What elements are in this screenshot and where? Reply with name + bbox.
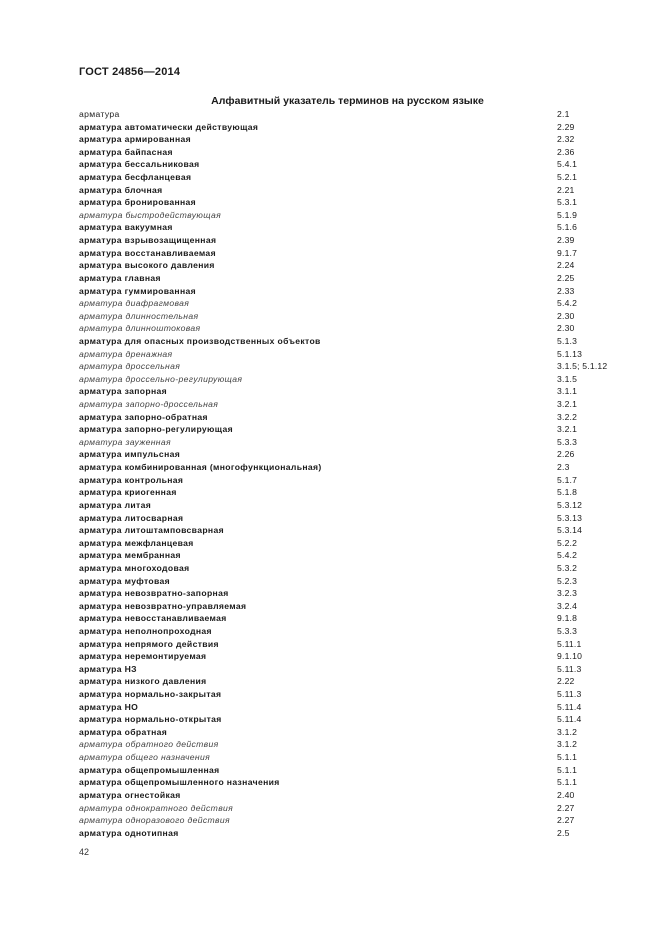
index-entry — [79, 612, 639, 625]
index-entry — [79, 562, 639, 575]
index-entry — [79, 234, 639, 247]
index-reference: 5.1.7 — [557, 474, 578, 485]
index-term: арматура дренажная — [79, 348, 173, 359]
index-term: арматура однотипная — [79, 827, 179, 838]
index-term: арматура быстродействующая — [79, 209, 222, 220]
index-entry — [79, 108, 639, 121]
index-term: арматура комбинированная (многофункциональная) — [79, 462, 322, 473]
index-reference: 5.3.12 — [557, 499, 583, 510]
index-entry — [79, 209, 639, 222]
index-term: арматура литоштамповсварная — [79, 525, 224, 536]
index-term: арматура муфтовая — [79, 575, 171, 586]
index-reference: 2.29 — [557, 121, 575, 132]
index-term: арматура армированная — [79, 134, 191, 145]
index-term: арматура восстанавливаемая — [79, 247, 216, 258]
index-reference: 2.36 — [557, 146, 575, 157]
index-reference: 5.3.3 — [557, 436, 578, 447]
index-term: арматура огнестойкая — [79, 789, 181, 800]
index-entry — [79, 675, 639, 688]
index-term: арматура одноразового действия — [79, 815, 230, 826]
index-term: арматура литая — [79, 499, 152, 510]
index-reference: 3.1.2 — [557, 726, 578, 737]
index-entry — [79, 486, 639, 499]
index-reference: 3.2.1 — [557, 399, 578, 410]
index-entry — [79, 436, 639, 449]
index-reference: 3.2.2 — [557, 411, 578, 422]
index-reference: 5.1.6 — [557, 222, 578, 233]
index-entry — [79, 625, 639, 638]
index-term: арматура невозвратно-запорная — [79, 588, 229, 599]
index-entry — [79, 272, 639, 285]
index-term: арматура бессальниковая — [79, 159, 200, 170]
index-reference: 2.1 — [557, 109, 570, 119]
index-entry — [79, 738, 639, 751]
index-reference: 5.2.3 — [557, 575, 578, 586]
index-reference: 5.2.2 — [557, 537, 578, 548]
index-entry — [79, 802, 639, 815]
index-term: арматура межфланцевая — [79, 537, 194, 548]
index-reference: 5.1.3 — [557, 335, 578, 346]
index-term: арматура запорно-регулирующая — [79, 424, 233, 435]
index-entry — [79, 158, 639, 171]
index-entry — [79, 827, 639, 840]
index-reference: 2.27 — [557, 815, 575, 826]
index-entry — [79, 650, 639, 663]
index-reference: 5.1.1 — [557, 752, 578, 763]
index-entry — [79, 373, 639, 386]
index-reference: 3.2.1 — [557, 424, 578, 435]
index-reference: 3.1.5; 5.1.12 — [557, 361, 608, 372]
index-reference: 9.1.8 — [557, 613, 578, 624]
index-reference: 3.1.2 — [557, 739, 578, 750]
index-entry — [79, 524, 639, 537]
index-term: арматура низкого давления — [79, 676, 207, 687]
index-entry — [79, 713, 639, 726]
index-reference: 2.26 — [557, 449, 575, 460]
index-reference: 5.3.13 — [557, 512, 583, 523]
index-term: арматура дроссельная — [79, 361, 181, 372]
index-entry — [79, 322, 639, 335]
index-reference: 3.2.3 — [557, 588, 578, 599]
index-reference: 2.30 — [557, 323, 575, 334]
page-number: 42 — [79, 847, 90, 857]
index-term: арматура блочная — [79, 184, 163, 195]
index-reference: 2.3 — [557, 462, 570, 473]
index-term: арматура гуммированная — [79, 285, 197, 296]
index-reference: 5.1.9 — [557, 209, 578, 220]
index-term: арматура запорно-дроссельная — [79, 399, 219, 410]
index-entry — [79, 335, 639, 348]
index-title: Алфавитный указатель терминов на русском языке — [211, 95, 484, 107]
index-term: арматура обратная — [79, 726, 168, 737]
index-entry — [79, 146, 639, 159]
index-reference: 2.32 — [557, 134, 575, 145]
index-term: арматура общего назначения — [79, 752, 211, 763]
index-entry — [79, 701, 639, 714]
index-term: арматура невозвратно-управляемая — [79, 600, 247, 611]
index-entry — [79, 461, 639, 474]
index-reference: 2.25 — [557, 272, 575, 283]
index-term: арматура нормально-закрытая — [79, 689, 222, 700]
index-term: арматура взрывозащищенная — [79, 235, 217, 246]
index-reference: 5.3.14 — [557, 525, 583, 536]
index-reference: 5.11.3 — [557, 663, 582, 674]
index-entry — [79, 411, 639, 424]
index-entry — [79, 638, 639, 651]
index-entry — [79, 776, 639, 789]
index-term: арматура многоходовая — [79, 562, 190, 573]
index-entry — [79, 348, 639, 361]
index-reference: 2.30 — [557, 310, 575, 321]
index-entry — [79, 764, 639, 777]
index-reference: 5.11.4 — [557, 701, 582, 712]
index-term: арматура литосварная — [79, 512, 184, 523]
index-reference: 5.3.2 — [557, 562, 578, 573]
index-reference: 2.21 — [557, 184, 575, 195]
index-term: арматура длинноштоковая — [79, 323, 201, 334]
index-reference: 2.27 — [557, 802, 575, 813]
document-header: ГОСТ 24856—2014 — [79, 66, 181, 78]
index-entry — [79, 133, 639, 146]
index-entry — [79, 448, 639, 461]
index-entry — [79, 512, 639, 525]
index-term: арматура мембранная — [79, 550, 181, 561]
index-entry — [79, 751, 639, 764]
index-reference: 5.11.4 — [557, 714, 582, 725]
index-term: арматура общепромышленного назначения — [79, 777, 280, 788]
index-entry — [79, 537, 639, 550]
index-reference: 2.22 — [557, 676, 575, 687]
index-term: арматура для опасных производственных объектов — [79, 335, 321, 346]
index-reference: 5.1.13 — [557, 348, 583, 359]
index-entry — [79, 184, 639, 197]
index-term: арматура неполнопроходная — [79, 625, 212, 636]
index-entry — [79, 600, 639, 613]
index-reference: 3.2.4 — [557, 600, 578, 611]
index-term: арматура невосстанавливаемая — [79, 613, 227, 624]
index-term: арматура дроссельно-регулирующая — [79, 373, 243, 384]
index-entry — [79, 499, 639, 512]
index-term: арматура обратного действия — [79, 739, 219, 750]
index-term: арматура — [79, 109, 120, 119]
index-term: арматура вакуумная — [79, 222, 173, 233]
index-entry — [79, 171, 639, 184]
index-term: арматура автоматически действующая — [79, 121, 259, 132]
index-entry — [79, 474, 639, 487]
index-entry — [79, 259, 639, 272]
index-term: арматура высокого давления — [79, 260, 215, 271]
index-reference: 5.4.1 — [557, 159, 578, 170]
index-entry — [79, 814, 639, 827]
index-term: арматура запорная — [79, 386, 168, 397]
index-term: арматура нормально-открытая — [79, 714, 222, 725]
index-reference: 5.1.1 — [557, 764, 578, 775]
index-entry — [79, 221, 639, 234]
index-term: арматура запорно-обратная — [79, 411, 208, 422]
index-entry — [79, 196, 639, 209]
index-reference: 5.2.1 — [557, 172, 578, 183]
index-entry — [79, 247, 639, 260]
index-reference: 2.5 — [557, 827, 570, 838]
index-term: арматура НЗ — [79, 663, 137, 674]
index-term: арматура непрямого действия — [79, 638, 219, 649]
index-term: арматура диафрагмовая — [79, 298, 190, 309]
index-entry — [79, 285, 639, 298]
index-reference: 2.33 — [557, 285, 575, 296]
index-term: арматура импульсная — [79, 449, 181, 460]
index-reference: 5.1.8 — [557, 487, 578, 498]
index-term: арматура контрольная — [79, 474, 184, 485]
index-entry — [79, 688, 639, 701]
index-reference: 5.11.1 — [557, 638, 582, 649]
index-reference: 2.40 — [557, 789, 575, 800]
index-reference: 3.1.1 — [557, 386, 578, 397]
index-entry — [79, 587, 639, 600]
index-reference: 5.11.3 — [557, 689, 582, 700]
index-entry — [79, 726, 639, 739]
index-entry — [79, 121, 639, 134]
index-entry — [79, 310, 639, 323]
term-index-list — [79, 108, 639, 839]
index-entry — [79, 663, 639, 676]
index-reference: 5.1.1 — [557, 777, 578, 788]
index-entry — [79, 423, 639, 436]
index-reference: 9.1.7 — [557, 247, 578, 258]
index-term: арматура бесфланцевая — [79, 172, 192, 183]
index-term: арматура зауженная — [79, 436, 171, 447]
index-reference: 5.4.2 — [557, 550, 578, 561]
index-entry — [79, 575, 639, 588]
index-term: арматура главная — [79, 272, 161, 283]
index-term: арматура общепромышленная — [79, 764, 220, 775]
index-term: арматура однократного действия — [79, 802, 234, 813]
index-entry — [79, 360, 639, 373]
index-reference: 5.4.2 — [557, 298, 578, 309]
index-term: арматура криогенная — [79, 487, 177, 498]
index-reference: 5.3.1 — [557, 197, 578, 208]
index-entry — [79, 549, 639, 562]
index-term: арматура НО — [79, 701, 139, 712]
index-reference: 2.39 — [557, 235, 575, 246]
index-entry — [79, 297, 639, 310]
index-reference: 5.3.3 — [557, 625, 578, 636]
index-reference: 3.1.5 — [557, 373, 578, 384]
index-reference: 9.1.10 — [557, 651, 583, 662]
index-entry — [79, 789, 639, 802]
index-term: арматура длинностельная — [79, 310, 199, 321]
index-term: арматура бронированная — [79, 197, 197, 208]
index-term: арматура байпасная — [79, 146, 173, 157]
index-entry — [79, 398, 639, 411]
index-term: арматура неремонтируемая — [79, 651, 207, 662]
index-reference: 2.24 — [557, 260, 575, 271]
index-entry — [79, 385, 639, 398]
